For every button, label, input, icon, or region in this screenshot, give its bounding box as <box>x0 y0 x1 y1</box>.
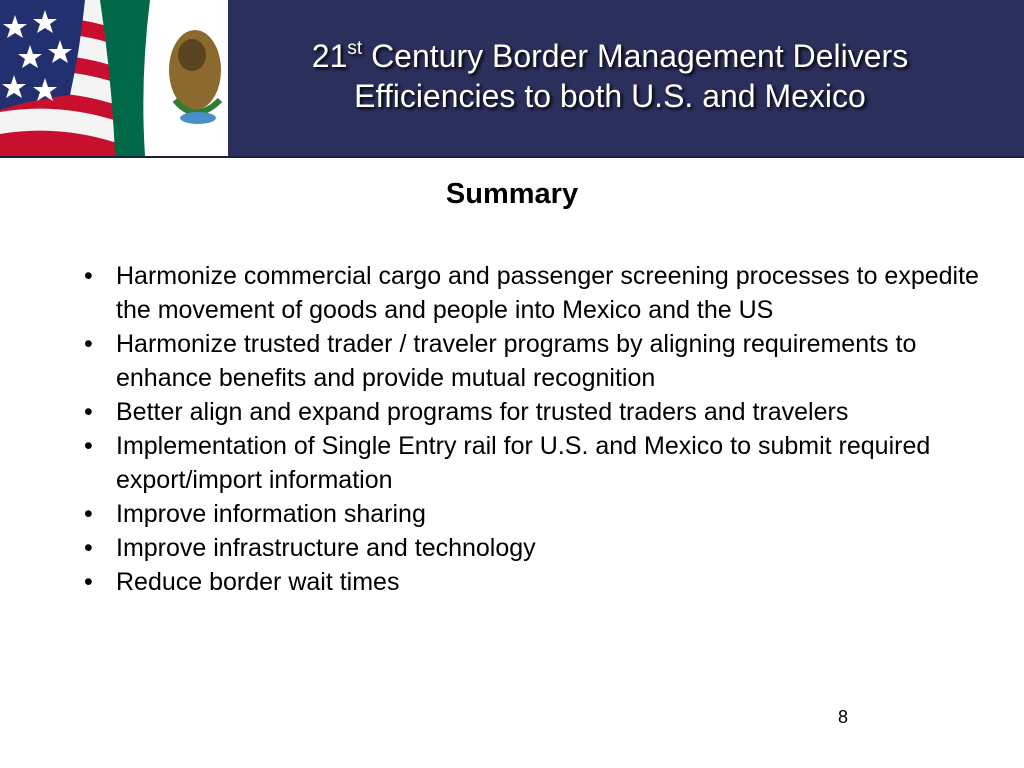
bullet-text: Reduce border wait times <box>116 568 400 596</box>
title-prefix: 21 <box>311 38 348 74</box>
bullet-item <box>84 497 994 531</box>
bullet-list <box>84 259 994 599</box>
title-superscript: st <box>347 38 363 59</box>
slide-header <box>0 0 1024 158</box>
page-number: 8 <box>838 707 849 727</box>
bullet-text: Implementation of Single Entry rail for U.S. and Mexico to submit required export/import information <box>116 432 931 494</box>
bullet-item <box>84 327 994 395</box>
bullet-text: Improve infrastructure and technology <box>116 534 536 562</box>
title-line-1-rest: Century Border Management Delivers <box>362 38 909 74</box>
bullet-text: Harmonize trusted trader / traveler programs by aligning requirements to enhance benefits and provide mutual recognition <box>116 330 917 392</box>
bullet-item <box>84 259 994 327</box>
bullet-item <box>84 395 994 429</box>
slide-title-line-2: Efficiencies to both U.S. and Mexico <box>354 78 866 114</box>
bullet-marker: • <box>84 262 93 290</box>
bullet-item <box>84 565 994 599</box>
bullet-text: Better align and expand programs for trusted traders and travelers <box>116 398 849 426</box>
bullet-item <box>84 429 994 497</box>
slide-title-line-1 <box>230 36 990 76</box>
us-mexico-flags-icon <box>0 0 228 156</box>
bullet-text: Improve information sharing <box>116 500 426 528</box>
bullet-item <box>84 531 994 565</box>
bullet-marker: • <box>84 398 93 426</box>
bullet-marker: • <box>84 534 93 562</box>
bullet-marker: • <box>84 568 93 596</box>
bullet-marker: • <box>84 500 93 528</box>
bullet-text: Harmonize commercial cargo and passenger screening processes to expedite the movement of goods and people into Mexico and the US <box>116 262 979 324</box>
bullet-marker: • <box>84 330 93 358</box>
bullet-marker: • <box>84 432 93 460</box>
slide-subtitle: Summary <box>445 178 579 210</box>
slide-title <box>230 36 990 116</box>
